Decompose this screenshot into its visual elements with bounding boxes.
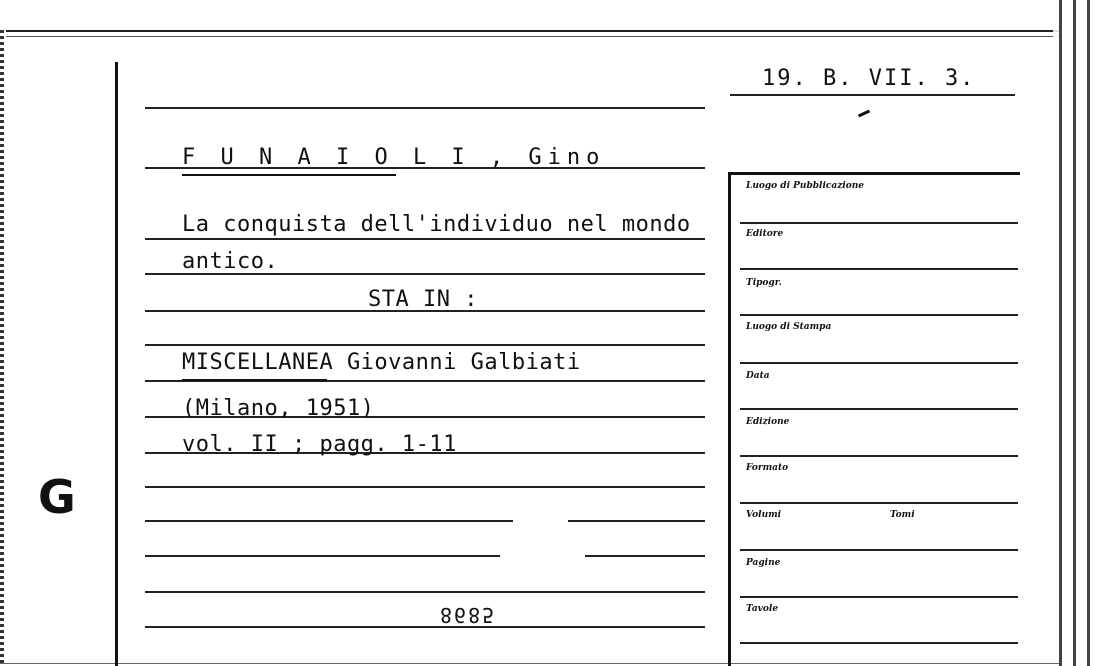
ruled-line <box>568 520 705 522</box>
title-line-1: La conquista dell'individuo nel mondo <box>182 212 691 237</box>
author-name: F U N A I O L I , Gino <box>182 145 606 170</box>
field-luogo-stampa: Luogo di Stampa <box>746 322 832 332</box>
field-rule <box>740 268 1018 270</box>
field-luogo-pubblicazione: Luogo di Pubblicazione <box>746 181 864 191</box>
field-rule <box>740 502 1018 504</box>
left-scan-edge <box>0 30 4 666</box>
field-volumi: Volumi <box>746 510 782 520</box>
ruled-line <box>145 107 705 109</box>
field-tipografia: Tipogr. <box>746 278 782 288</box>
pen-mark <box>858 110 870 118</box>
field-rule <box>740 408 1018 410</box>
sta-in-label: STA IN : <box>368 287 478 312</box>
right-scan-edge <box>1053 0 1099 666</box>
ruled-line <box>145 238 705 240</box>
collection-title: MISCELLANEA Giovanni Galbiati <box>182 350 581 375</box>
field-rule <box>740 314 1018 316</box>
title-line-2: antico. <box>182 249 279 274</box>
ruled-line <box>145 344 705 346</box>
top-border-rule-secondary <box>6 36 1059 37</box>
author-underline <box>182 174 396 176</box>
shelfmark-rule <box>730 94 1015 96</box>
ruled-line <box>145 591 705 593</box>
field-rule <box>740 549 1018 551</box>
field-rule <box>740 455 1018 457</box>
inventory-number: 8685 <box>440 603 497 627</box>
field-tavole: Tavole <box>746 604 779 614</box>
section-letter: G <box>38 470 76 524</box>
field-data: Data <box>746 371 770 381</box>
top-border-rule <box>6 30 1059 32</box>
field-rule <box>740 596 1018 598</box>
field-rule <box>740 642 1018 644</box>
publication-panel-top <box>728 172 1020 175</box>
field-edizione: Edizione <box>746 417 790 427</box>
field-editore: Editore <box>746 229 784 239</box>
ruled-line <box>585 555 705 557</box>
ruled-line <box>145 626 705 628</box>
imprint: (Milano, 1951) <box>182 396 375 421</box>
ruled-line <box>145 555 500 557</box>
ruled-line <box>145 486 705 488</box>
margin-vertical-line <box>115 62 118 666</box>
shelfmark: 19. B. VII. 3. <box>762 66 976 91</box>
field-pagine: Pagine <box>746 558 781 568</box>
ruled-line <box>145 520 513 522</box>
field-rule <box>740 222 1018 224</box>
field-tomi: Tomi <box>890 510 915 520</box>
field-rule <box>740 362 1018 364</box>
collection-underline <box>182 379 327 381</box>
volume-pages: vol. II ; pagg. 1-11 <box>182 432 457 457</box>
field-formato: Formato <box>746 463 789 473</box>
